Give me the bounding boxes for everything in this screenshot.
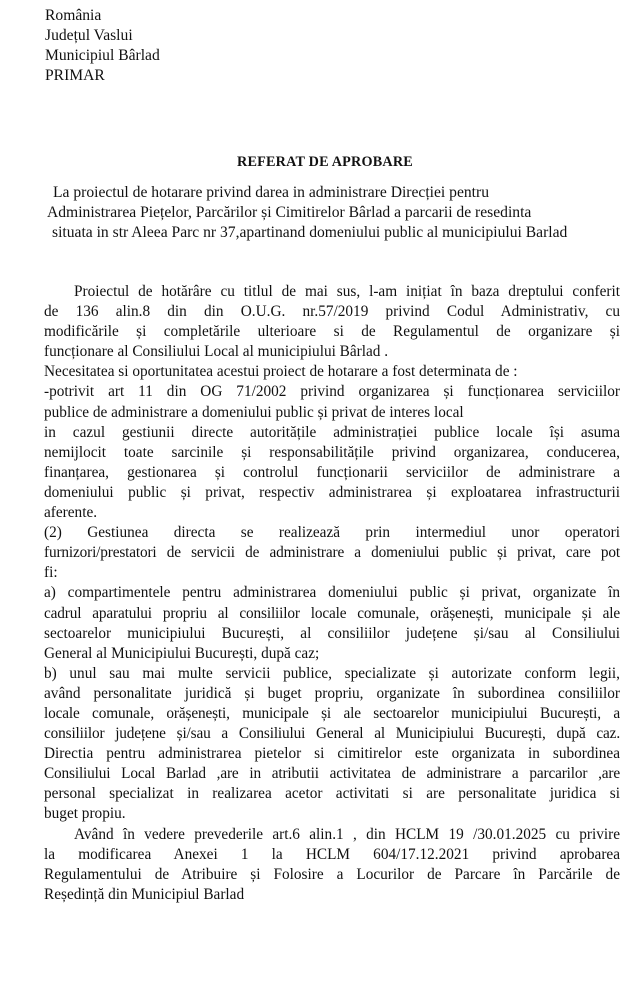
body-line: funcționare al Consiliului Local al municipiului Bârlad . [44, 343, 389, 361]
issuer-header [45, 6, 160, 86]
body-line: in cazul gestiunii directe autoritățile administrației publice locale își asuma [44, 423, 620, 441]
body-line: Având în vedere prevederile art.6 alin.1 , din HCLM 19 /30.01.2025 cu privire [74, 825, 620, 843]
body-line: de 136 alin.8 din din O.U.G. nr.57/2019 privind Codul Administrativ, cu [44, 303, 620, 321]
body-line: Consiliului Local Barlad ,are in atributii activitatea de administrare a parcarilor ,are [44, 765, 620, 783]
body-line: Necesitatea si oportunitatea acestui proiect de hotarare a fost determinata de : [44, 363, 518, 381]
body-line: fi: [44, 564, 58, 582]
subject-paragraph [47, 183, 627, 243]
body-line: -potrivit art 11 din OG 71/2002 privind organizarea și funcționarea serviciilor [44, 383, 620, 401]
header-municipality: Municipiul Bârlad [45, 47, 160, 64]
header-country: România [45, 7, 102, 24]
body-line: consiliilor județene și/sau a Consiliului General al Municipiului București, după caz. [44, 725, 620, 743]
subject-line: situata in str Aleea Parc nr 37,apartinand domeniului public al municipiului Barlad [52, 224, 568, 242]
body-line: locale comunale, orășenești, municipale și ale sectoarelor municipiului București, a [44, 704, 620, 722]
body-text [44, 282, 620, 905]
body-line: Directia pentru administrarea pietelor si cimitirelor este organizata in subordinea [44, 745, 620, 763]
body-line: buget propiu. [44, 805, 126, 823]
document-title: REFERAT DE APROBARE [237, 154, 413, 170]
body-line: nemijlocit toate sarcinile și responsabilitățile privind organizarea, conducerea, [44, 443, 620, 461]
header-office: PRIMAR [45, 67, 105, 84]
body-line: sectoarelor municipiului București, al consiliilor județene și/sau al Consiliului [44, 624, 620, 642]
body-line: domeniului public și privat, respectiv administrarea și exploatarea infrastructurii [44, 483, 620, 501]
body-line: Proiectul de hotărâre cu titlul de mai sus, l-am inițiat în baza dreptului conferit [74, 283, 620, 300]
body-line: (2) Gestiunea directa se realizează prin intermediul unor operatori [44, 524, 620, 542]
body-line: personal specializat in realizarea acetor activitati si are personalitate juridica si [44, 785, 620, 803]
subject-line: La proiectul de hotarare privind darea in administrare Direcției pentru [53, 184, 490, 201]
body-line: General al Municipiului București, după caz; [44, 644, 320, 662]
body-line: furnizori/prestatori de servicii de administrare a domeniului public și privat, care pot [44, 544, 620, 562]
body-line: la modificarea Anexei 1 la HCLM 604/17.12.2021 privind aprobarea [44, 845, 620, 863]
body-line: a) compartimentele pentru administrarea domeniului public și privat, organizate în [44, 584, 620, 602]
header-county: Județul Vaslui [45, 27, 133, 44]
body-line: b) unul sau mai multe servicii publice, specializate și autorizate conform legii, [44, 664, 620, 682]
body-line: publice de administrare a domeniului public și privat de interes local [44, 403, 464, 421]
body-line: având personalitate juridică și buget propriu, organizate în subordinea consiliilor [44, 684, 620, 702]
body-line: cadrul aparatului propriu al consiliilor locale comunale, orășenești, municipale și ale [44, 604, 620, 622]
subject-line: Administrarea Piețelor, Parcărilor și Cimitirelor Bârlad a parcarii de resedinta [47, 204, 532, 222]
body-line: Reședință din Municipiul Barlad [44, 885, 245, 903]
body-line: aferente. [44, 504, 98, 522]
body-line: Regulamentului de Atribuire și Folosire a Locurilor de Parcare în Parcările de [44, 865, 620, 883]
body-line: modificările și completările ulterioare si de Regulamentul de organizare și [44, 323, 620, 341]
body-line: finanțarea, gestionarea și controlul funcționarii serviciilor de administrare a [44, 463, 620, 481]
